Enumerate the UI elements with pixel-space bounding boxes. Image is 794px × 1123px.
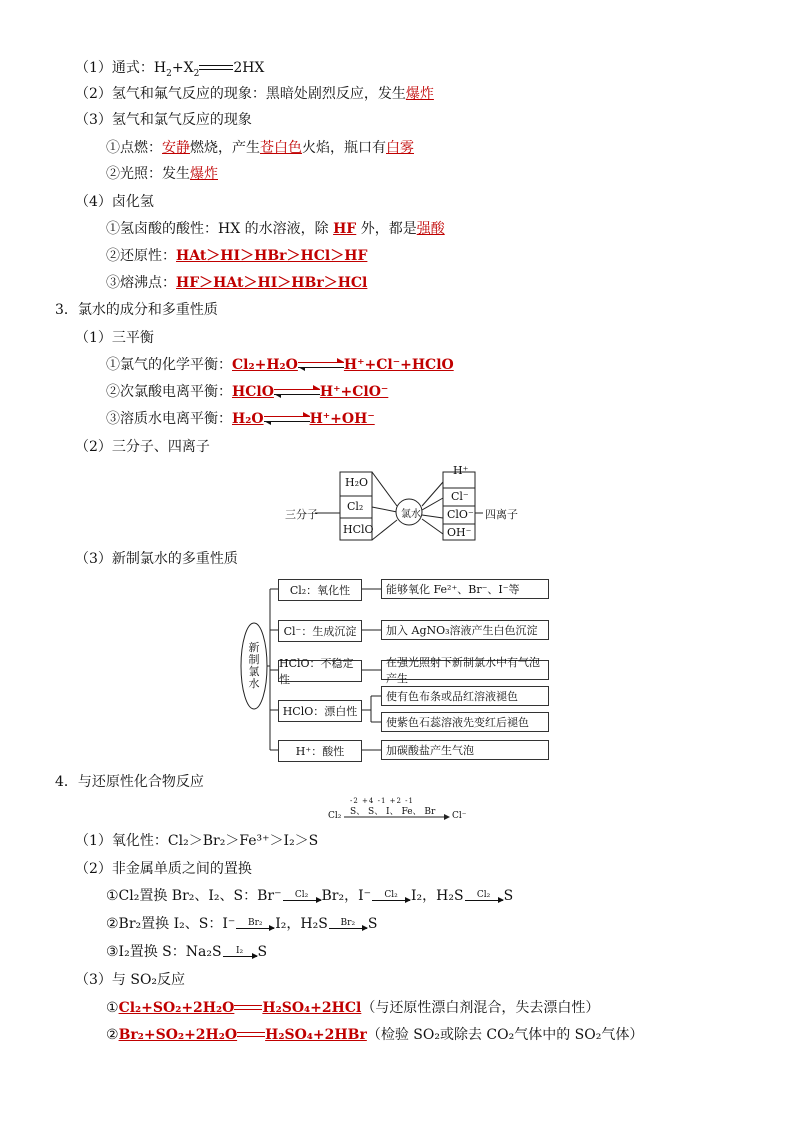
property-hclo-unstable: HClO：不稳定性	[278, 660, 362, 682]
four-ions-label: 四离子	[485, 508, 518, 521]
three-molecules-label: 三分子	[285, 508, 318, 521]
line-cl2-displace: ①Cl₂置换 Br₂、I₂、S：Br⁻ Cl₂ Br₂，I⁻ Cl₂ I₂，H₂S Cl₂ S	[106, 888, 514, 904]
line-displacement: （2）非金属单质之间的置换	[75, 861, 252, 877]
phenomenon-bleach-cloth: 使有色布条或品红溶液褪色	[381, 686, 549, 706]
ion-oh: OH⁻	[447, 526, 472, 539]
arrow-end: Cl⁻	[452, 811, 467, 821]
phenomenon-precipitate: 加入 AgNO₃溶液产生白色沉淀	[381, 620, 549, 640]
equals-sign	[199, 63, 233, 73]
line-hydrogen-halide: （4）卤化氢	[75, 194, 154, 210]
reversible-arrow-icon	[264, 413, 310, 425]
reversible-arrow-icon	[274, 386, 320, 398]
arrow-br2-icon: Br₂	[236, 919, 274, 934]
line-water-ionization: ③溶质水电离平衡：H₂O H⁺+OH⁻	[106, 411, 375, 427]
molecule-h2o: H₂O	[345, 476, 369, 489]
line-cl2-so2: ①Cl₂+SO₂+2H₂O H₂SO₄+2HCl（与还原性漂白剂混合，失去漂白性）	[106, 1000, 600, 1016]
line-br2-displace: ②Br₂置换 I₂、S：I⁻ Br₂ I₂，H₂S Br₂ S	[106, 916, 378, 932]
molecules-ions-diagram	[285, 462, 525, 544]
arrow-i2-icon: I₂	[223, 947, 257, 962]
line-ignite: ①点燃：安静燃烧，产生苍白色火焰，瓶口有白雾	[106, 140, 414, 156]
arrow-cl2-icon: Cl₂	[372, 891, 410, 906]
line-boiling-point: ③熔沸点：HF＞HAt＞HI＞HBr＞HCl	[106, 275, 368, 291]
molecule-hclo: HClO	[343, 523, 374, 536]
phenomenon-litmus: 使紫色石蕊溶液先变红后褪色	[381, 712, 549, 732]
diagram-lines	[285, 462, 525, 544]
equals-sign	[237, 1030, 265, 1040]
arrow-br2-icon: Br₂	[329, 919, 367, 934]
line-br2-so2: ②Br₂+SO₂+2H₂O H₂SO₄+2HBr（检验 SO₂或除去 CO₂气体中的 SO₂气体）	[106, 1027, 644, 1043]
line-fresh-chlorine-water: （3）新制氯水的多重性质	[75, 551, 238, 567]
line-so2-reaction: （3）与 SO₂反应	[75, 972, 186, 988]
ion-cl: Cl⁻	[451, 490, 469, 503]
section-4-title: 4．与还原性化合物反应	[55, 774, 204, 790]
reduction-arrow-icon	[328, 798, 468, 826]
arrow-cl2-icon: Cl₂	[283, 891, 321, 906]
chlorine-water-label: 氯水	[401, 509, 421, 520]
reductant-species: S、 S、 I、 Fe、 Br	[350, 807, 436, 817]
line-hclo-ionization: ②次氯酸电离平衡：HClO H⁺+ClO⁻	[106, 384, 389, 400]
ion-h: H⁺	[453, 464, 469, 477]
line-light: ②光照：发生爆炸	[106, 166, 218, 182]
line-i2-displace: ③I₂置换 S：Na₂S I₂ S	[106, 944, 268, 960]
property-h-acidic: H⁺：酸性	[278, 740, 362, 762]
arrow-start: Cl₂	[328, 811, 342, 821]
line-molecules-ions: （2）三分子、四离子	[75, 439, 210, 455]
property-cl-precipitate: Cl⁻：生成沉淀	[278, 620, 362, 642]
phenomenon-bubbles-light: 在强光照射下新制氯水中有气泡产生	[381, 660, 549, 680]
line-three-equilibria: （1）三平衡	[75, 330, 154, 346]
property-cl2-oxidizing: Cl₂：氧化性	[278, 579, 362, 601]
reversible-arrow-icon	[298, 359, 344, 371]
property-hclo-bleaching: HClO：漂白性	[278, 700, 362, 722]
line-h2-cl2: （3）氢气和氯气反应的现象	[75, 112, 252, 128]
ion-clo: ClO⁻	[447, 508, 474, 521]
phenomenon-oxidize: 能够氧化 Fe²⁺、Br⁻、I⁻等	[381, 579, 549, 599]
line-oxidizing-order: （1）氧化性：Cl₂＞Br₂＞Fe³⁺＞I₂＞S	[75, 833, 319, 849]
line-h2-f2: （2）氢气和氟气反应的现象：黑暗处剧烈反应，发生爆炸	[75, 86, 434, 102]
oxidation-numbers: -2 +4 -1 +2 -1	[350, 797, 414, 805]
section-3-title: 3．氯水的成分和多重性质	[55, 302, 218, 318]
properties-diagram	[240, 576, 555, 766]
molecule-cl2: Cl₂	[347, 500, 364, 513]
phenomenon-carbonate: 加碳酸盐产生气泡	[381, 740, 549, 760]
equals-sign	[234, 1003, 262, 1013]
line-general-formula: （1）通式：$H_2+X_2$ 2HX	[75, 60, 265, 79]
line-cl2-equilibrium: ①氯气的化学平衡：Cl₂+H₂O H⁺+Cl⁻+HClO	[106, 357, 454, 373]
line-reducibility: ②还原性：HAt＞HI＞HBr＞HCl＞HF	[106, 248, 368, 264]
line-acidity: ①氢卤酸的酸性：HX 的水溶液，除 HF 外，都是强酸	[106, 221, 445, 237]
cl2-reduction-diagram	[328, 798, 468, 826]
fresh-chlorine-water-label: 新制氯水	[248, 641, 260, 690]
arrow-cl2-icon: Cl₂	[465, 891, 503, 906]
